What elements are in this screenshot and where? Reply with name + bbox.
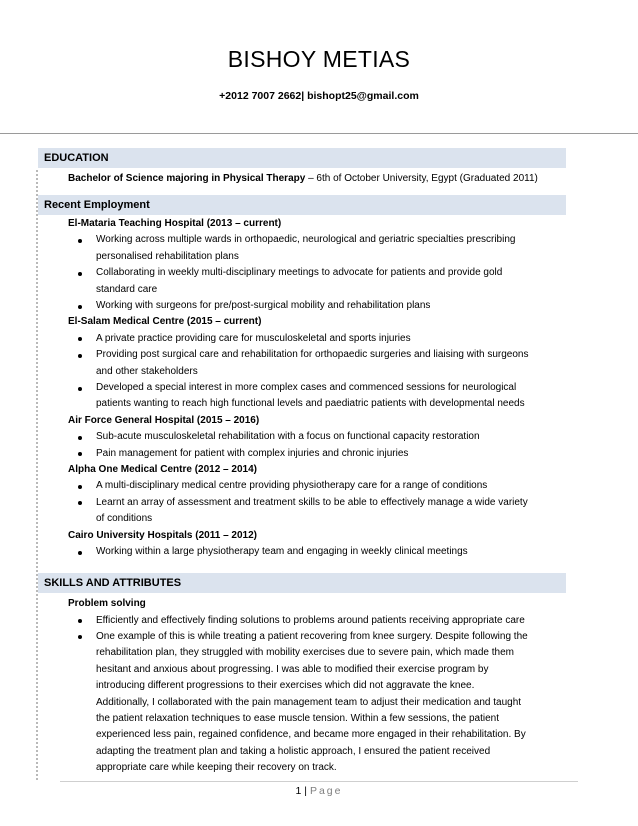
skill-bullet-text: experienced less pain, regained confidence, and became more engaged in their rehabilitation. By	[96, 729, 526, 741]
job-bullet-text: and other stakeholders	[96, 365, 198, 377]
bullet-dot-icon	[78, 337, 82, 341]
skill-bullet-text: adapting the treatment plan and taking a holistic approach, I ensured the patient received	[96, 745, 491, 757]
bullet-dot-icon	[78, 501, 82, 505]
bullet-dot-icon	[78, 485, 82, 489]
skill-bullet-text: rehabilitation plan, they struggled with mobility exercises due to severe pain, which made them	[96, 647, 514, 659]
job-bullet-text: Providing post surgical care and rehabilitation for orthopaedic surgeries and liaising with surgeons	[96, 349, 529, 361]
job-bullet-text: Working with surgeons for pre/post-surgical mobility and rehabilitation plans	[96, 300, 431, 311]
bullet-dot-icon	[78, 305, 82, 309]
job-bullet-text: patients wanting to reach high functional levels and paediatric patients with developmental needs	[96, 398, 525, 410]
page-separator: |	[301, 785, 310, 797]
job-bullet-text: of conditions	[96, 513, 153, 525]
job-bullet-text: A private practice providing care for musculoskeletal and sports injuries	[96, 332, 411, 344]
job-bullet-text: Learnt an array of assessment and treatment skills to be able to effectively manage a wide variety	[96, 496, 528, 508]
job-title: El-Mataria Teaching Hospital (2013 – current)	[68, 218, 282, 229]
skill-subheading: Problem solving	[68, 598, 146, 609]
skill-bullet-text: Additionally, I collaborated with the pain management team to adjust their medication and taught	[96, 696, 522, 708]
job-title: Air Force General Hospital (2015 – 2016)	[68, 414, 260, 426]
job-bullet-text: standard care	[96, 283, 158, 295]
job-bullet-text: Working across multiple wards in orthopaedic, neurological and geriatric specialties prescribing	[96, 234, 516, 246]
job-bullet-text: personalised rehabilitation plans	[96, 250, 239, 262]
degree-details: – 6th of October University, Egypt (Graduated 2011)	[305, 173, 538, 184]
job-title: El-Salam Medical Centre (2015 – current)	[68, 316, 262, 328]
bullet-dot-icon	[78, 272, 82, 276]
job-bullet-text: Developed a special interest in more complex cases and commenced sessions for neurological	[96, 382, 517, 393]
bullet-dot-icon	[78, 551, 82, 555]
page-number: 1	[295, 785, 302, 797]
bullet-dot-icon	[78, 387, 82, 391]
employment-heading: Recent Employment	[38, 195, 566, 215]
bullet-dot-icon	[78, 635, 82, 639]
skill-bullet-text: hesitant and anxious about progressing. I was able to modified their exercise program by	[96, 663, 489, 675]
skill-bullet-text: One example of this is while treating a patient recovering from knee surgery. Despite following the	[96, 630, 528, 642]
candidate-name: BISHOY METIAS	[227, 46, 411, 72]
header-divider	[0, 133, 638, 134]
job-bullet-text: Sub-acute musculoskeletal rehabilitation with a focus on functional capacity restoration	[96, 431, 480, 443]
bullet-dot-icon	[78, 619, 82, 623]
page-footer	[0, 785, 638, 797]
job-bullet-text: Working within a large physiotherapy team and engaging in weekly clinical meetings	[96, 546, 468, 557]
bullet-dot-icon	[78, 354, 82, 358]
bullet-dot-icon	[78, 452, 82, 456]
skill-bullet-text: the patient relaxation techniques to ease muscle tension. Within a few sessions, the patient	[96, 712, 500, 724]
footer-divider	[60, 781, 578, 782]
education-entry	[68, 171, 538, 187]
contact-line: +2012 7007 2662| bishopt25@gmail.com	[219, 90, 419, 102]
skills-heading: SKILLS AND ATTRIBUTES	[38, 573, 566, 593]
page-label: Page	[309, 785, 343, 797]
degree-title: Bachelor of Science majoring in Physical Therapy	[68, 173, 306, 184]
job-bullet-text: Pain management for patient with complex injuries and chronic injuries	[96, 447, 409, 459]
job-title: Alpha One Medical Centre (2012 – 2014)	[68, 464, 257, 475]
education-heading: EDUCATION	[38, 148, 566, 168]
skill-bullet-text: Efficiently and effectively finding solutions to problems around patients receiving appropriate care	[96, 614, 525, 626]
bullet-dot-icon	[78, 239, 82, 243]
skill-bullet-text: introducing different progressions to their exercises which did not aggravate the knee.	[96, 680, 475, 692]
job-bullet-text: Collaborating in weekly multi-disciplinary meetings to advocate for patients and provide gold	[96, 267, 503, 279]
job-bullet-text: A multi-disciplinary medical centre providing physiotherapy care for a range of conditions	[96, 480, 488, 492]
left-margin-border	[36, 170, 38, 780]
bullet-dot-icon	[78, 436, 82, 440]
job-title: Cairo University Hospitals (2011 – 2012)	[68, 529, 257, 541]
skill-bullet-text: appropriate care while keeping their recovery on track.	[96, 762, 337, 774]
